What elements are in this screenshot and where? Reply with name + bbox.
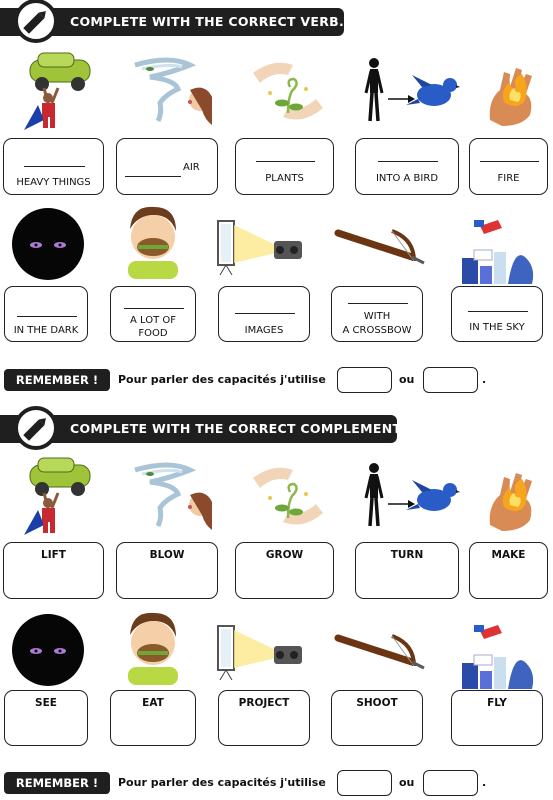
verb-label: SEE: [35, 697, 57, 709]
growing-plant-icon: [248, 458, 328, 533]
blank-line[interactable]: [124, 308, 184, 309]
box-label: INTO A BIRD: [375, 173, 439, 184]
blank-line[interactable]: [24, 166, 85, 167]
box-label: PLANTS: [265, 173, 304, 184]
dark-eyes-icon: [10, 206, 86, 282]
box-label: FOOD: [138, 328, 168, 339]
blank-line[interactable]: [480, 161, 539, 162]
answer-box-1[interactable]: [3, 138, 104, 195]
section2-title: COMPLETE WITH THE CORRECT COMPLEMENT.: [70, 421, 405, 436]
blank-line[interactable]: [235, 313, 295, 314]
blank-line[interactable]: [125, 176, 181, 177]
car-superhero-icon: [18, 50, 100, 130]
capacity-answer-1[interactable]: [337, 367, 392, 393]
remember-text: Pour parler des capacités j'utilise: [118, 776, 326, 789]
box-label: IN THE SKY: [469, 322, 525, 333]
man-into-bird-icon: [360, 460, 460, 535]
verb-label: BLOW: [149, 549, 185, 561]
verb-label: LIFT: [41, 549, 66, 561]
box-label: A LOT OF: [129, 315, 176, 326]
answer-box-3[interactable]: [235, 138, 334, 195]
verb-label: FLY: [487, 697, 507, 709]
complement-box-lift[interactable]: [3, 542, 104, 599]
remember-badge: REMEMBER !: [4, 772, 110, 794]
capacity-answer-2[interactable]: [423, 367, 478, 393]
man-into-bird-icon: [360, 55, 460, 130]
fire-hand-icon: [482, 465, 544, 535]
answer-box-4[interactable]: [355, 138, 459, 195]
projector-icon: [214, 215, 304, 275]
answer-box-8[interactable]: [218, 286, 310, 342]
answer-box-7[interactable]: [110, 286, 196, 342]
remember-badge: REMEMBER !: [4, 369, 110, 391]
blank-line[interactable]: [378, 161, 438, 162]
verb-label: GROW: [265, 549, 304, 561]
box-label: AIR: [183, 162, 200, 173]
flying-hero-city-icon: [460, 615, 538, 689]
section1-title: COMPLETE WITH THE CORRECT VERB.: [70, 14, 345, 29]
capacity-answer-3[interactable]: [337, 770, 392, 796]
complement-box-grow[interactable]: [235, 542, 334, 599]
projector-icon: [214, 620, 304, 680]
box-label: IMAGES: [244, 325, 284, 336]
boy-eating-icon: [124, 203, 182, 279]
wind-tornado-icon: [130, 55, 215, 130]
boy-eating-icon: [124, 609, 182, 685]
crossbow-icon: [334, 630, 426, 670]
remember-ou: ou: [399, 373, 415, 386]
blank-line[interactable]: [17, 316, 77, 317]
fire-hand-icon: [482, 60, 544, 130]
wind-tornado-icon: [130, 460, 215, 535]
answer-box-6[interactable]: [4, 286, 88, 342]
box-label: IN THE DARK: [13, 325, 79, 336]
box-label: FIRE: [497, 173, 520, 184]
box-label: HEAVY THINGS: [16, 177, 91, 188]
car-superhero-icon: [18, 455, 100, 535]
complement-box-make[interactable]: [469, 542, 548, 599]
remember-text: Pour parler des capacités j'utilise: [118, 373, 326, 386]
flying-hero-city-icon: [460, 210, 538, 284]
verb-label: PROJECT: [238, 697, 290, 709]
answer-box-9[interactable]: [331, 286, 423, 342]
answer-box-5[interactable]: [469, 138, 548, 195]
blank-line[interactable]: [468, 311, 528, 312]
verb-label: EAT: [142, 697, 164, 709]
remember-dot: .: [482, 776, 487, 789]
verb-label: SHOOT: [356, 697, 398, 709]
complement-box-blow[interactable]: [116, 542, 218, 599]
complement-box-project[interactable]: [218, 690, 310, 746]
verb-label: MAKE: [491, 549, 526, 561]
answer-box-10[interactable]: [451, 286, 543, 342]
complement-box-see[interactable]: [4, 690, 88, 746]
remember-dot: .: [482, 373, 487, 386]
crossbow-icon: [334, 225, 426, 265]
dark-eyes-icon: [10, 612, 86, 688]
answer-box-2[interactable]: [116, 138, 218, 195]
box-label: WITH: [363, 311, 391, 322]
section2-banner: [0, 415, 405, 443]
growing-plant-icon: [248, 53, 328, 128]
pencil-icon: [14, 0, 58, 43]
complement-box-eat[interactable]: [110, 690, 196, 746]
complement-box-fly[interactable]: [451, 690, 543, 746]
blank-line[interactable]: [256, 161, 315, 162]
capacity-answer-4[interactable]: [423, 770, 478, 796]
blank-line[interactable]: [348, 303, 408, 304]
verb-label: TURN: [390, 549, 424, 561]
pencil-icon: [14, 406, 58, 450]
complement-box-shoot[interactable]: [331, 690, 423, 746]
box-label: A CROSSBOW: [342, 325, 412, 336]
remember-ou: ou: [399, 776, 415, 789]
complement-box-turn[interactable]: [355, 542, 459, 599]
